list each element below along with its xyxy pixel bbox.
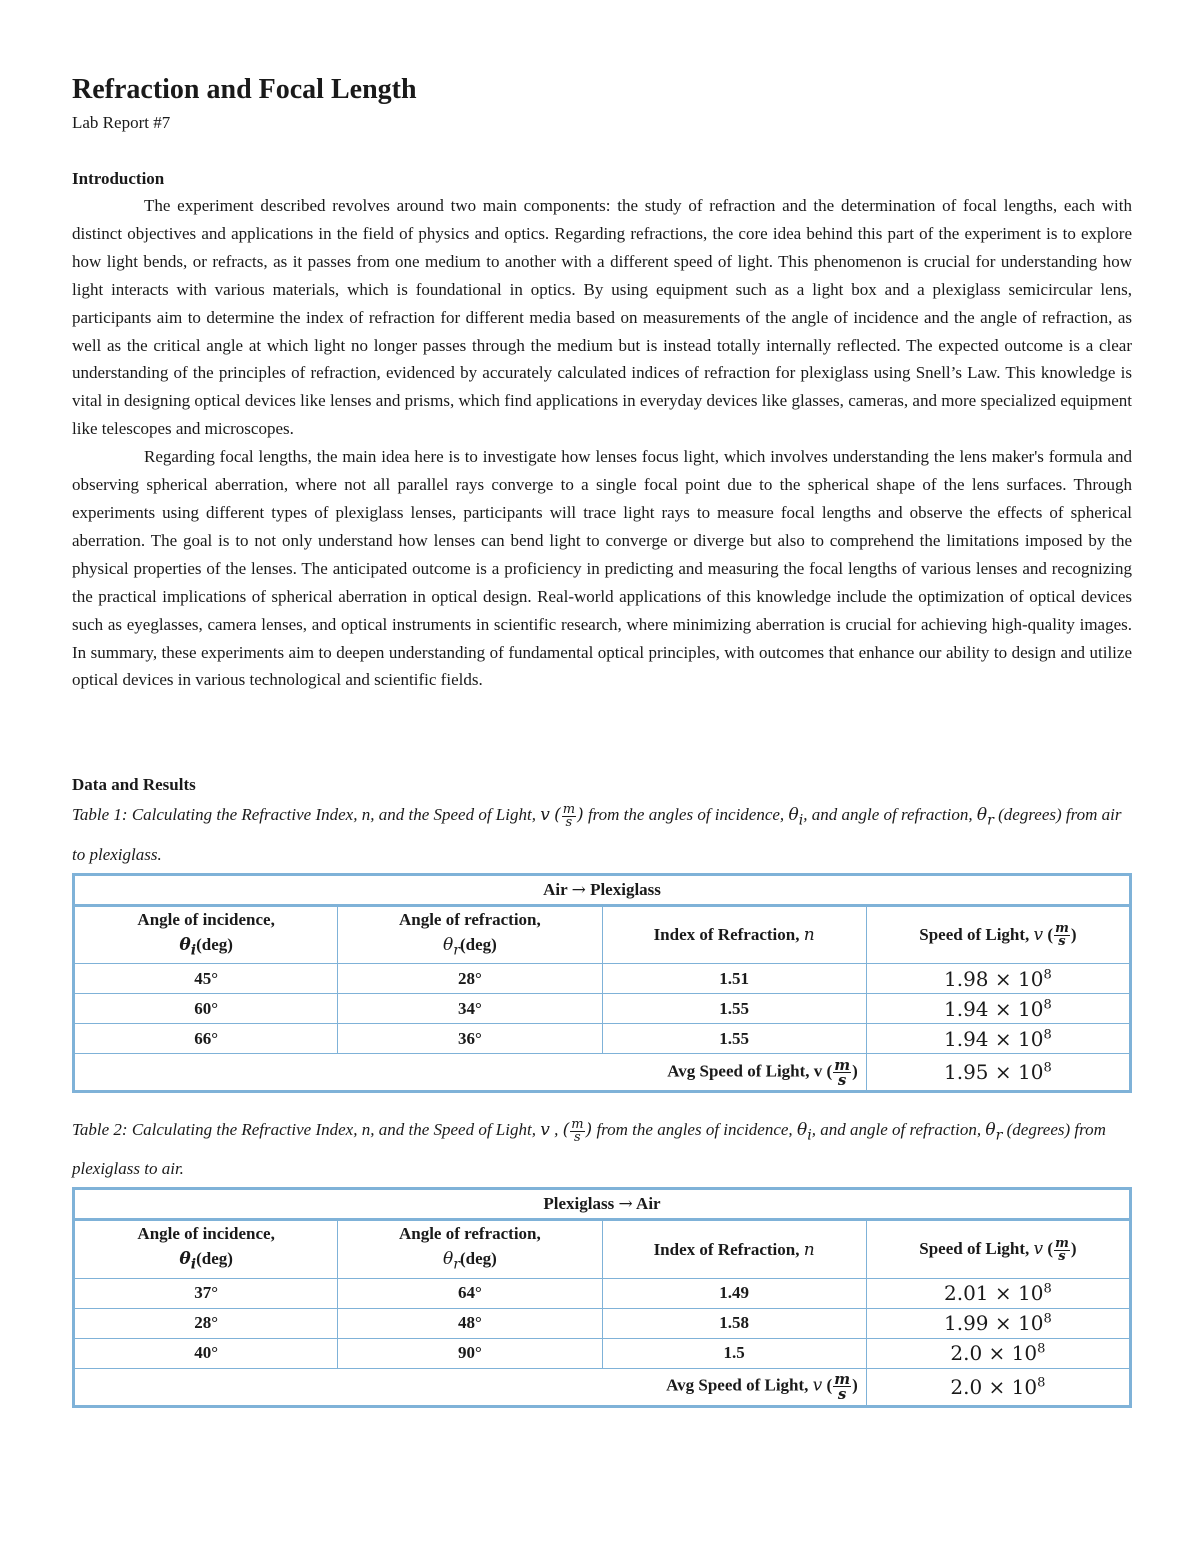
velocity-symbol: v [540,1120,550,1141]
cell-index: 1.51 [602,964,866,994]
table2-avg-label: Avg Speed of Light, v ( $\frac{m}{s}$ ) [74,1368,867,1406]
table1-group-header: Air → Plexiglass [74,874,1131,905]
table1-header-speed: Speed of Light, v ( $\frac{m}{s}$ ) [866,905,1130,963]
table2-header-index: Index of Refraction, n [602,1220,866,1278]
velocity-symbol: v [540,805,550,826]
table-row [74,1308,1131,1338]
cell-index: 1.55 [602,994,866,1024]
table2-header-incidence: Angle of incidence, $\theta_i(deg)$ [74,1220,338,1278]
table1-avg-label: Avg Speed of Light, v ( $\frac{m}{s}$ ) [74,1054,867,1092]
cell-speed: $1.94 \times 10^8$ [866,994,1130,1024]
cell-incidence: 28° [74,1308,338,1338]
table1-header-incidence: Angle of incidence, $\theta_i(deg)$ [74,905,338,963]
table2-caption-part-a: Table 2: Calculating the Refractive Index, n, and the Speed of Light, [72,1120,536,1140]
cell-index: 1.55 [602,1024,866,1054]
cell-refraction: 90° [338,1338,602,1368]
introduction-heading: Introduction [72,169,165,188]
cell-incidence: 60° [74,994,338,1024]
table1-caption-part-b: from the angles of incidence, [587,805,785,825]
cell-incidence: 45° [74,964,338,994]
cell-refraction: 36° [338,1024,602,1054]
table-2 [72,1187,1132,1407]
document-title: Refraction and Focal Length [72,74,417,105]
table1-caption-part-d: (degrees) from air to plexiglass. [72,805,1122,864]
table2-group-header: Plexiglass → Air [74,1189,1131,1220]
table-row [74,1338,1131,1368]
cell-speed: $1.98 \times 10^8$ [866,964,1130,994]
units-fraction: $\frac{m}{s}$ [571,1116,584,1145]
cell-index: 1.5 [602,1338,866,1368]
table1-header-refraction: Angle of refraction, $\theta_r(deg)$ [338,905,602,963]
table-row [74,1024,1131,1054]
table1-caption-part-a: Table 1: Calculating the Refractive Index, n, and the Speed of Light, [72,805,536,825]
table2-caption: Table 2: Calculating the Refractive Index, n, and the Speed of Light, v , ( $\frac{m}{s}$ ) from the angles of incidence, $\theta_i$, and angle of refraction, $\theta_r$ (degrees) from plexiglass to air. [72,1116,1106,1179]
table1-header-index: Index of Refraction, n [602,905,866,963]
table1-caption-part-c: , and angle of refraction, [803,805,973,825]
cell-index: 1.58 [602,1308,866,1338]
intro-paragraph-2: Regarding focal lengths, the main idea here is to investigate how lenses focus light, which involves understanding the lens maker's formula and observing spherical aberration, where not all parallel rays converge to a single focal point due to the spherical shape of the lens surfaces. Through experiments using different types of plexiglass lenses, participants will trace light rays to measure focal lengths and observe the effects of spherical aberration. The goal is to not only understand how lenses can bend light to converge or diverge but also to comprehend the limitations imposed by the physical properties of the lenses. The anticipated outcome is a proficiency in predicting and measuring the focal lengths of various lenses and recognizing the practical implications of spherical aberration in optical design. Real-world applications of this knowledge include the optimization of optical devices such as eyeglasses, camera lenses, and optical instruments in scientific research, where minimizing aberration is crucial for achieving high-quality images. In summary, these experiments aim to deepen understanding of fundamental optical principles, with outcomes that enhance our ability to design and utilize optical devices in various technological and scientific fields. [72,447,1132,690]
table1-caption: Table 1: Calculating the Refractive Index, n, and the Speed of Light, v ( $\frac{m}{s}$ ) from the angles of incidence, $\theta_i$, and angle of refraction, $\theta_r$ (degrees) from air to plexiglass. [72,801,1122,864]
document-page [72,70,1132,1408]
cell-incidence: 66° [74,1024,338,1054]
table-row [74,964,1131,994]
table2-header-speed: Speed of Light, v ( $\frac{m}{s}$ ) [866,1220,1130,1278]
theta-i-symbol: $\theta_i$ [796,1120,812,1144]
table1-avg-value: $1.95 \times 10^8$ [866,1054,1130,1092]
table2-header-refraction: Angle of refraction, $\theta_r(deg)$ [338,1220,602,1278]
cell-speed: $1.99 \times 10^8$ [866,1308,1130,1338]
intro-paragraph-1: The experiment described revolves around two main components: the study of refraction and the determination of focal lengths, each with distinct objectives and applications in the field of physics and optics. Regarding refractions, the core idea behind this part of the experiment is to explore how light bends, or refracts, as it passes from one medium to another with a different speed of light. This phenomenon is crucial for understanding how light interacts with various materials, which is foundational in optics. By using equipment such as a light box and a plexiglass semicircular lens, participants aim to determine the index of refraction for different media based on measurements of the angle of incidence and the angle of refraction, as well as the critical angle at which light no longer passes through the medium but is instead totally internally reflected. The expected outcome is a clear understanding of the principles of refraction, evidenced by accurately calculated indices of refraction for plexiglass using Snell’s Law. This knowledge is vital in designing optical devices like lenses and prisms, which find applications in everyday devices like glasses, cameras, and more specialized equipment like telescopes and microscopes. [72,196,1132,439]
cell-incidence: 40° [74,1338,338,1368]
table-row [74,1278,1131,1308]
units-fraction: $\frac{m}{s}$ [562,801,576,830]
table-row [74,994,1131,1024]
cell-refraction: 48° [338,1308,602,1338]
data-results-heading: Data and Results [72,775,196,795]
table2-caption-part-d: (degrees) from plexiglass to air. [72,1120,1106,1179]
document-subtitle: Lab Report #7 [72,113,171,132]
table2-caption-part-b: from the angles of incidence, [596,1120,793,1140]
cell-speed: $2.01 \times 10^8$ [866,1278,1130,1308]
table2-caption-part-c: , and angle of refraction, [811,1120,982,1140]
cell-refraction: 34° [338,994,602,1024]
cell-refraction: 28° [338,964,602,994]
cell-index: 1.49 [602,1278,866,1308]
cell-incidence: 37° [74,1278,338,1308]
theta-r-symbol: $\theta_r$ [985,1120,1003,1144]
table2-avg-value: $2.0 \times 10^8$ [866,1368,1130,1406]
theta-r-symbol: $\theta_r$ [976,805,994,829]
cell-speed: $1.94 \times 10^8$ [866,1024,1130,1054]
cell-refraction: 64° [338,1278,602,1308]
theta-i-symbol: $\theta_i$ [788,805,804,829]
cell-speed: $2.0 \times 10^8$ [866,1338,1130,1368]
table-1 [72,873,1132,1093]
